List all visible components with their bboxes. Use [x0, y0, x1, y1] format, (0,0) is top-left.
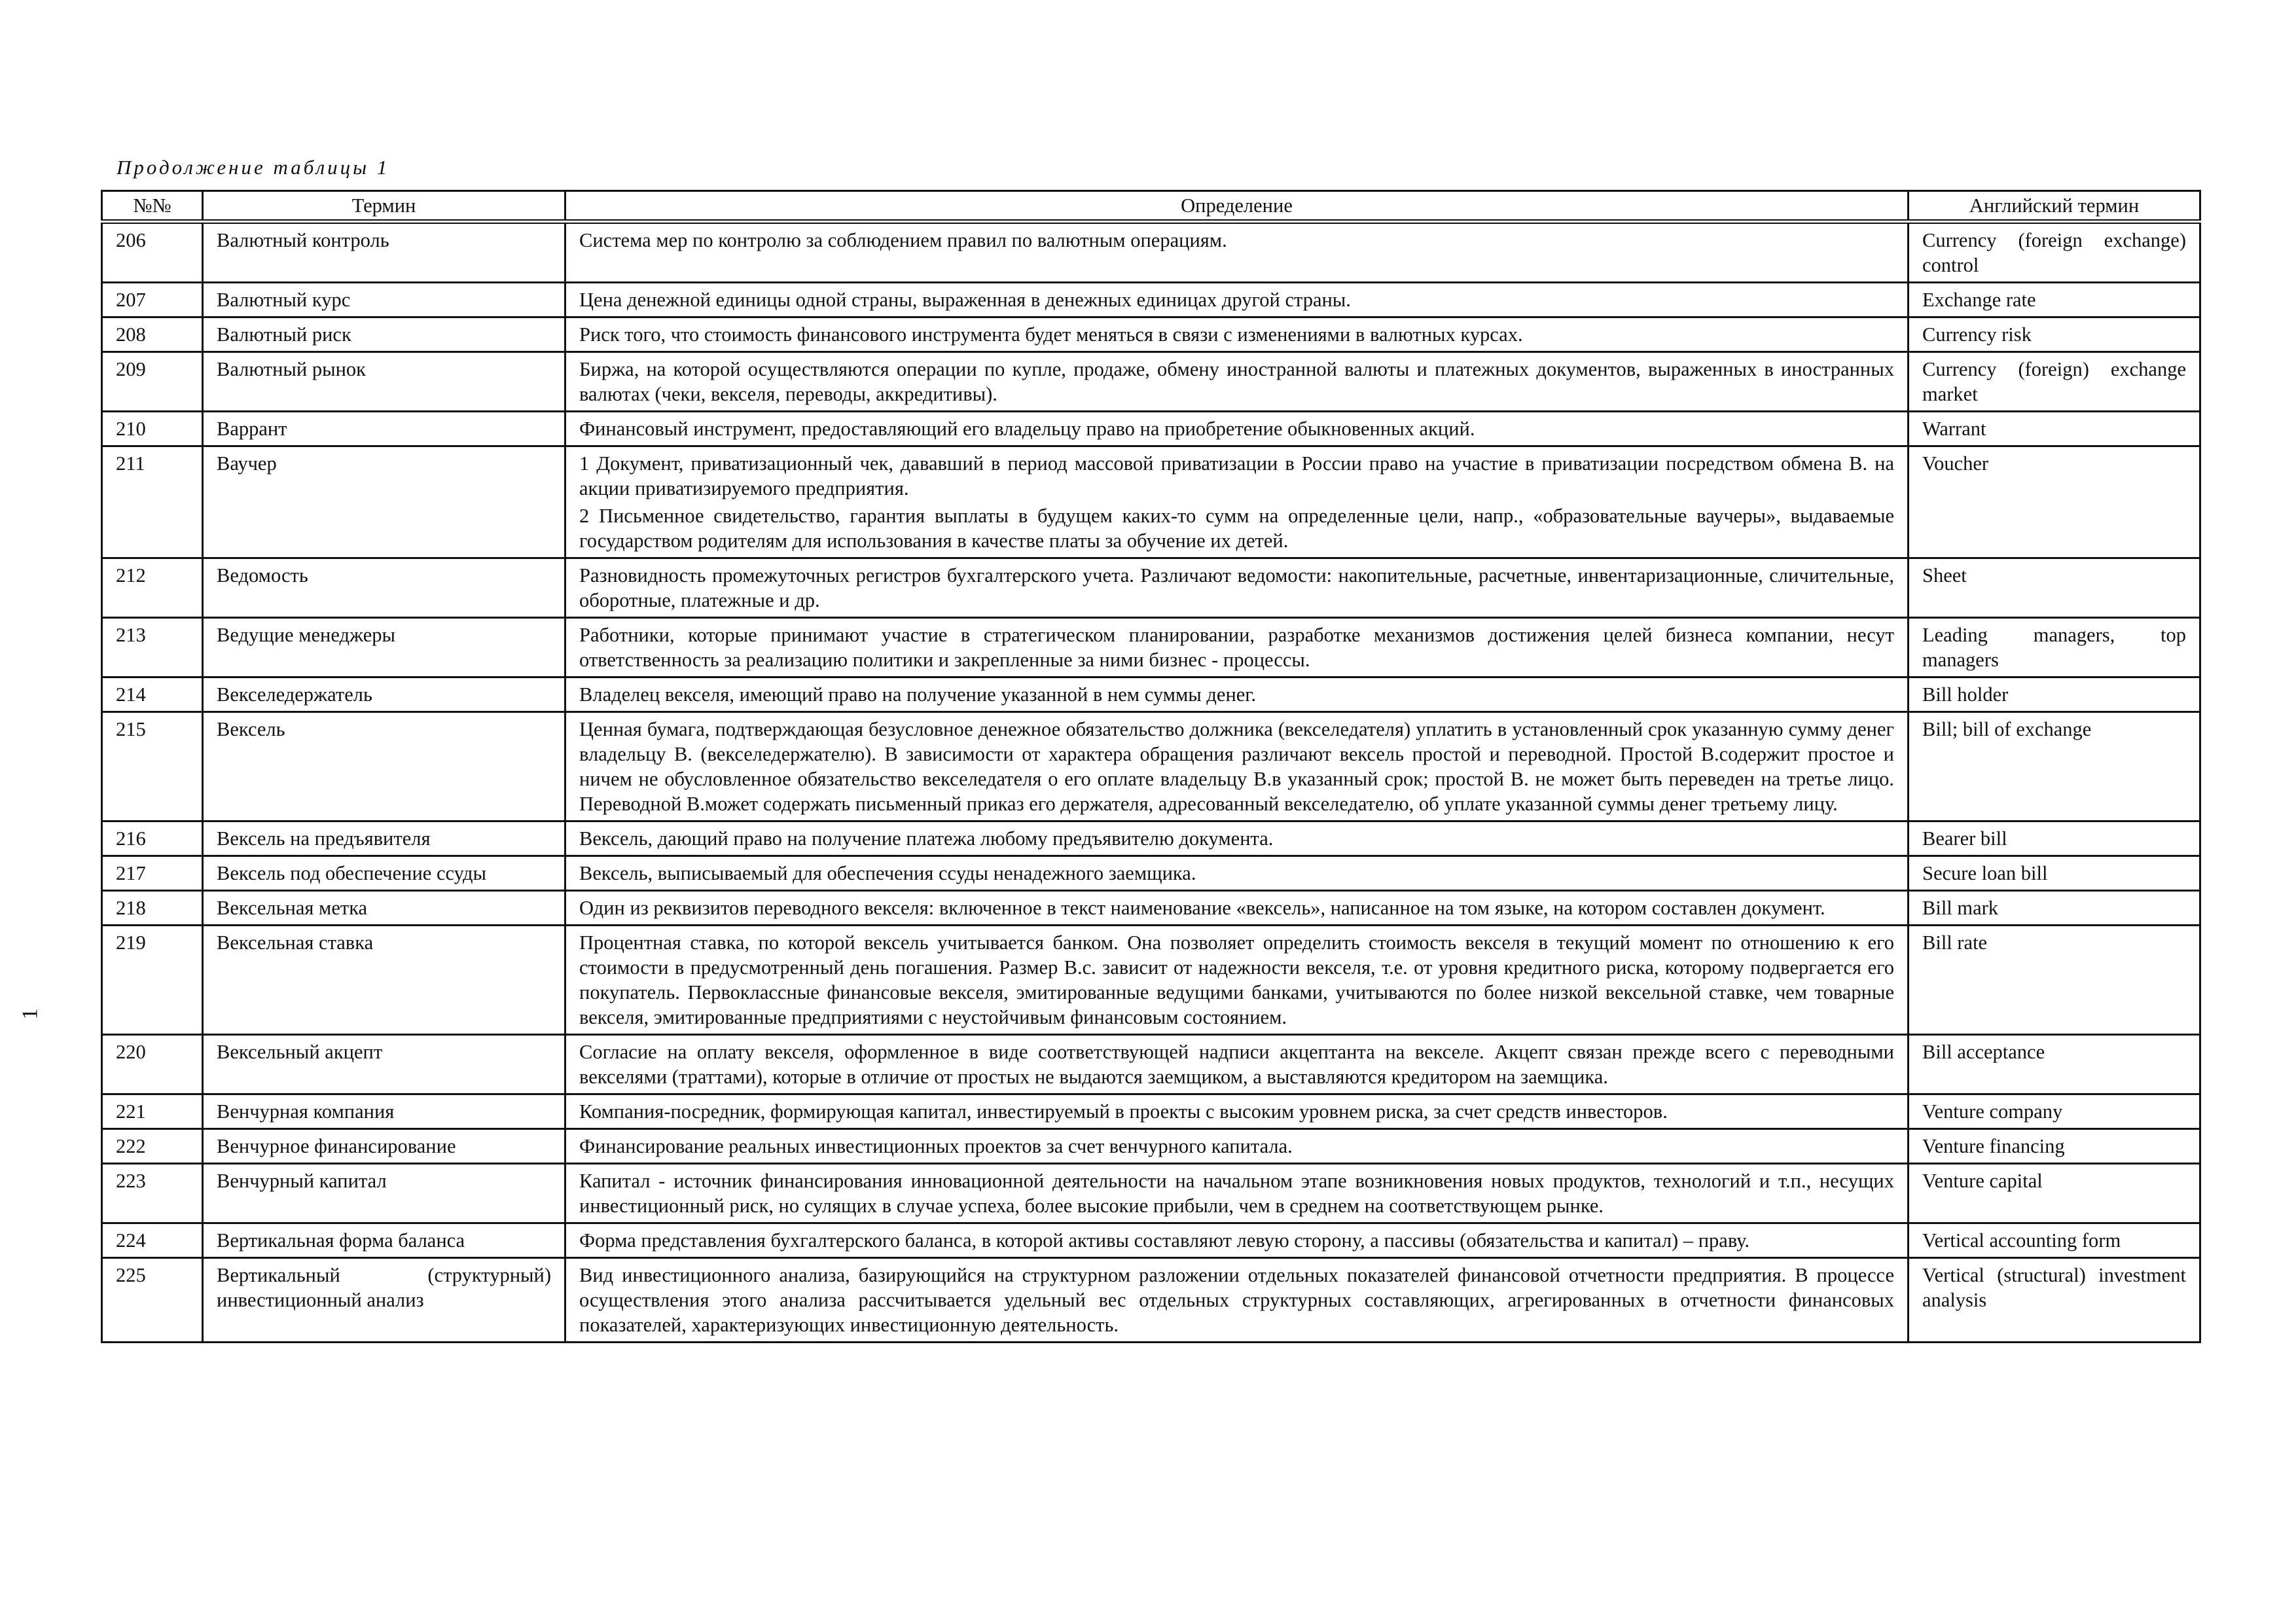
definition-paragraph: Финансовый инструмент, предоставляющий его владельцу право на приобретение обыкновенных акций. [579, 418, 1475, 440]
row-definition [565, 446, 1909, 558]
row-term: Вексельный акцепт [203, 1035, 565, 1094]
definition-paragraph: Ценная бумага, подтверждающая безусловное денежное обязательство должника (векселедателя) уплатить в установленный срок указанную сумму денег владельцу В. (векселедержателю). В зависимости от характера обращения различают вексель простой и переводной. Простой В.содержит простое и ничем не обусловленное обязательство векселедателя о его оплате владельцу В.в указанный срок; простой В. не может быть переведен на третье лицо. Переводной В.может содержать письменный приказ его держателя, адресованный векселедателю, об уплате указанной суммы денег третьему лицу. [579, 718, 1894, 815]
page-side-mark: 1 [18, 1008, 43, 1020]
row-number: 223 [102, 1164, 203, 1223]
definition-paragraph: Риск того, что стоимость финансового инструмента будет меняться в связи с изменениями в валютных курсах. [579, 323, 1523, 346]
table-row [102, 222, 2200, 283]
row-english-term: Bill holder [1909, 677, 2200, 712]
definition-paragraph: Цена денежной единицы одной страны, выраженная в денежных единицах другой страны. [579, 289, 1351, 311]
row-number: 211 [102, 446, 203, 558]
row-definition [565, 1129, 1909, 1164]
row-english-term: Venture capital [1909, 1164, 2200, 1223]
row-english-term: Vertical accounting form [1909, 1223, 2200, 1258]
row-definition [565, 1035, 1909, 1094]
row-term: Вертикальная форма баланса [203, 1223, 565, 1258]
table-row [102, 1223, 2200, 1258]
row-term: Валютный курс [203, 283, 565, 317]
row-english-term: Secure loan bill [1909, 856, 2200, 891]
row-number: 225 [102, 1258, 203, 1343]
definition-paragraph: Разновидность промежуточных регистров бухгалтерского учета. Различают ведомости: накопительные, расчетные, инвентаризационные, сличительные, оборотные, платежные и др. [579, 564, 1894, 611]
row-definition [565, 1164, 1909, 1223]
row-english-term: Bill rate [1909, 926, 2200, 1035]
row-term: Вексель под обеспечение ссуды [203, 856, 565, 891]
header-english-term: Английский термин [1909, 191, 2200, 222]
row-definition [565, 618, 1909, 677]
table-caption: Продолжение таблицы 1 [117, 156, 390, 179]
definition-paragraph: Владелец векселя, имеющий право на получение указанной в нем суммы денег. [579, 683, 1257, 706]
row-definition [565, 222, 1909, 283]
row-term: Вертикальный (структурный) инвестиционный анализ [203, 1258, 565, 1343]
row-english-term: Voucher [1909, 446, 2200, 558]
table-row [102, 412, 2200, 446]
header-number: №№ [102, 191, 203, 222]
row-english-term: Currency (foreign) exchange market [1909, 352, 2200, 412]
row-number: 215 [102, 712, 203, 821]
row-number: 219 [102, 926, 203, 1035]
row-term: Вексельная ставка [203, 926, 565, 1035]
row-term: Валютный рынок [203, 352, 565, 412]
row-number: 224 [102, 1223, 203, 1258]
row-term: Ведущие менеджеры [203, 618, 565, 677]
row-english-term: Currency (foreign exchange) control [1909, 222, 2200, 283]
table-row [102, 317, 2200, 352]
glossary-table [101, 190, 2201, 1343]
table-row [102, 1129, 2200, 1164]
table-row [102, 1094, 2200, 1129]
row-definition [565, 283, 1909, 317]
row-term: Вексельная метка [203, 891, 565, 926]
row-english-term: Vertical (structural) investment analysis [1909, 1258, 2200, 1343]
row-english-term: Bill acceptance [1909, 1035, 2200, 1094]
row-definition [565, 1223, 1909, 1258]
row-term: Венчурное финансирование [203, 1129, 565, 1164]
table-row [102, 618, 2200, 677]
table-row [102, 712, 2200, 821]
definition-paragraph: Система мер по контролю за соблюдением правил по валютным операциям. [579, 229, 1227, 251]
table-row [102, 1035, 2200, 1094]
definition-paragraph: 2 Письменное свидетельство, гарантия выплаты в будущем каких-то сумм на определенные цели, напр., «образовательные ваучеры», выдаваемые государством родителям для использования в качестве платы за обучение их детей. [579, 505, 1894, 552]
row-english-term: Venture company [1909, 1094, 2200, 1129]
row-definition [565, 821, 1909, 856]
table-header-row [102, 191, 2200, 222]
table-body [102, 222, 2200, 1343]
row-term: Вексель [203, 712, 565, 821]
row-definition [565, 891, 1909, 926]
definition-paragraph: Биржа, на которой осуществляются операции по купле, продаже, обмену иностранной валюты и платежных документов, выраженных в иностранных валютах (чеки, векселя, переводы, аккредитивы). [579, 358, 1894, 405]
table-row [102, 1258, 2200, 1343]
table-row [102, 352, 2200, 412]
definition-paragraph: Работники, которые принимают участие в стратегическом планировании, разработке механизмов достижения целей бизнеса компании, несут ответственность за реализацию политики и закрепленные за ними бизнес - процессы. [579, 624, 1894, 671]
definition-paragraph: Один из реквизитов переводного векселя: включенное в текст наименование «вексель», написанное на том языке, на котором составлен документ. [579, 897, 1825, 919]
row-english-term: Venture financing [1909, 1129, 2200, 1164]
table-row [102, 1164, 2200, 1223]
row-term: Венчурная компания [203, 1094, 565, 1129]
row-english-term: Bill mark [1909, 891, 2200, 926]
row-english-term: Bill; bill of exchange [1909, 712, 2200, 821]
definition-paragraph: Финансирование реальных инвестиционных проектов за счет венчурного капитала. [579, 1135, 1293, 1157]
row-number: 208 [102, 317, 203, 352]
table-row [102, 821, 2200, 856]
header-term: Термин [203, 191, 565, 222]
definition-paragraph: Вид инвестиционного анализа, базирующийся на структурном разложении отдельных показателей финансовой отчетности предприятия. В процессе осуществления этого анализа рассчитывается удельный вес отдельных структурных составляющих, агрегированных в отчетности финансовых показателей, характеризующих инвестиционную деятельность. [579, 1264, 1894, 1336]
row-term: Венчурный капитал [203, 1164, 565, 1223]
row-definition [565, 926, 1909, 1035]
row-number: 218 [102, 891, 203, 926]
row-term: Ваучер [203, 446, 565, 558]
row-definition [565, 712, 1909, 821]
row-english-term: Leading managers, top managers [1909, 618, 2200, 677]
row-term: Векселедержатель [203, 677, 565, 712]
row-definition [565, 856, 1909, 891]
row-term: Валютный риск [203, 317, 565, 352]
definition-paragraph: Процентная ставка, по которой вексель учитывается банком. Она позволяет определить стоимость векселя в текущий момент по отношению к его стоимости в предусмотренный день погашения. Размер В.с. зависит от надежности векселя, т.е. от уровня кредитного риска, которому подвергается его покупатель. Первоклассные финансовые векселя, эмитированные ведущими банками, учитываются по более низкой вексельной ставке, чем товарные векселя, эмитированные предприятиями с неустойчивым финансовым состоянием. [579, 931, 1894, 1028]
table-row [102, 856, 2200, 891]
row-term: Ведомость [203, 558, 565, 618]
row-english-term: Bearer bill [1909, 821, 2200, 856]
row-definition [565, 317, 1909, 352]
row-number: 209 [102, 352, 203, 412]
definition-paragraph: Капитал - источник финансирования инновационной деятельности на начальном этапе возникновения новых продуктов, технологий и т.п., несущих инвестиционный риск, но сулящих в случае успеха, более высокие прибыли, чем в среднем на соответствующем рынке. [579, 1170, 1894, 1217]
row-number: 217 [102, 856, 203, 891]
row-number: 207 [102, 283, 203, 317]
row-english-term: Warrant [1909, 412, 2200, 446]
row-definition [565, 412, 1909, 446]
row-number: 216 [102, 821, 203, 856]
row-number: 220 [102, 1035, 203, 1094]
row-term: Варрант [203, 412, 565, 446]
table-row [102, 283, 2200, 317]
table-row [102, 558, 2200, 618]
table-row [102, 926, 2200, 1035]
definition-paragraph: Вексель, дающий право на получение платежа любому предъявителю документа. [579, 827, 1274, 850]
row-term: Валютный контроль [203, 222, 565, 283]
definition-paragraph: Согласие на оплату векселя, оформленное в виде соответствующей надписи акцептанта на векселе. Акцепт связан прежде всего с переводными векселями (траттами), которые в отличие от простых не выдаются заемщиком, а выставляются кредитором на заемщика. [579, 1041, 1894, 1088]
row-english-term: Sheet [1909, 558, 2200, 618]
table-row [102, 891, 2200, 926]
definition-paragraph: Вексель, выписываемый для обеспечения ссуды ненадежного заемщика. [579, 862, 1196, 884]
definition-paragraph: 1 Документ, приватизационный чек, дававший в период массовой приватизации в России право на участие в приватизации посредством обмена В. на акции приватизируемого предприятия. [579, 452, 1894, 499]
row-number: 221 [102, 1094, 203, 1129]
table-row [102, 446, 2200, 558]
header-definition: Определение [565, 191, 1909, 222]
definition-paragraph: Компания-посредник, формирующая капитал, инвестируемый в проекты с высоким уровнем риска, за счет средств инвесторов. [579, 1100, 1668, 1123]
row-definition [565, 1258, 1909, 1343]
row-number: 210 [102, 412, 203, 446]
row-english-term: Exchange rate [1909, 283, 2200, 317]
row-definition [565, 558, 1909, 618]
row-number: 212 [102, 558, 203, 618]
row-term: Вексель на предъявителя [203, 821, 565, 856]
row-definition [565, 1094, 1909, 1129]
row-number: 222 [102, 1129, 203, 1164]
row-number: 214 [102, 677, 203, 712]
row-english-term: Currency risk [1909, 317, 2200, 352]
row-definition [565, 352, 1909, 412]
row-definition [565, 677, 1909, 712]
definition-paragraph: Форма представления бухгалтерского баланса, в которой активы составляют левую сторону, а пассивы (обязательства и капитал) – праву. [579, 1229, 1750, 1252]
row-number: 213 [102, 618, 203, 677]
table-row [102, 677, 2200, 712]
row-number: 206 [102, 222, 203, 283]
